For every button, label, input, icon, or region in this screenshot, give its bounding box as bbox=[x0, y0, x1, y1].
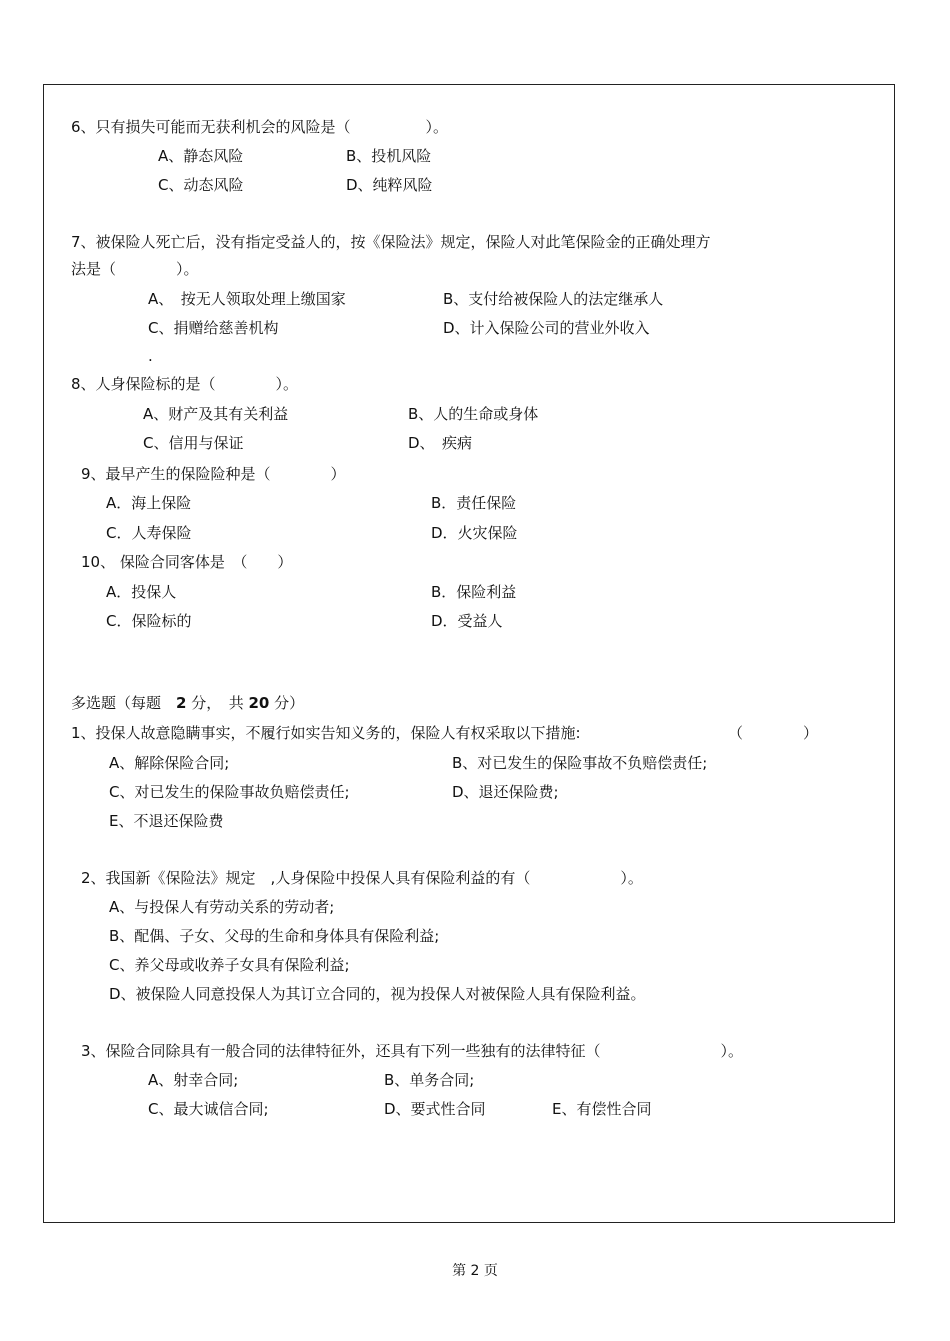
page-number: 第 2 页 bbox=[452, 1263, 498, 1279]
heading-prefix: 多选题（每题 bbox=[71, 694, 177, 712]
multi-question-3-option-e: E、有偿性合同 bbox=[552, 1100, 652, 1118]
question-7-stem-line-2: 法是（ ）。 bbox=[71, 260, 199, 278]
question-9-option-a: A．海上保险 bbox=[106, 494, 192, 512]
stray-dot: . bbox=[148, 347, 153, 365]
multi-question-3-option-a: A、射幸合同; bbox=[148, 1071, 239, 1089]
question-7-option-a: A、 按无人领取处理上缴国家 bbox=[148, 290, 346, 308]
question-9-option-d: D．火灾保险 bbox=[431, 524, 518, 542]
multi-question-3-option-d: D、要式性合同 bbox=[384, 1100, 486, 1118]
heading-middle: 分， 共 bbox=[186, 694, 249, 712]
question-7-option-d: D、计入保险公司的营业外收入 bbox=[443, 319, 650, 337]
heading-suffix: 分） bbox=[269, 694, 305, 712]
multi-question-1-option-d: D、退还保险费; bbox=[452, 783, 559, 801]
multi-question-3-option-c: C、最大诚信合同; bbox=[148, 1100, 269, 1118]
question-9-stem: 9、最早产生的保险险种是（ ） bbox=[81, 465, 346, 483]
points-per-question: 2 bbox=[176, 694, 187, 712]
question-6-option-a: A、静态风险 bbox=[158, 147, 244, 165]
question-10-option-b: B．保险利益 bbox=[431, 583, 517, 601]
question-8-option-c: C、信用与保证 bbox=[143, 434, 244, 452]
multi-question-2-option-a: A、与投保人有劳动关系的劳动者; bbox=[109, 898, 335, 916]
question-6-option-b: B、投机风险 bbox=[346, 147, 432, 165]
multi-question-1-option-a: A、解除保险合同; bbox=[109, 754, 230, 772]
question-7-option-b: B、支付给被保险人的法定继承人 bbox=[443, 290, 664, 308]
question-8-option-b: B、人的生命或身体 bbox=[408, 405, 539, 423]
question-10-stem: 10、 保险合同客体是 （ ） bbox=[81, 553, 293, 571]
question-8-option-d: D、 疾病 bbox=[408, 434, 473, 452]
question-6-stem: 6、只有损失可能而无获利机会的风险是（ ）。 bbox=[71, 118, 449, 136]
question-6-option-d: D、纯粹风险 bbox=[346, 176, 433, 194]
multi-question-3-stem: 3、保险合同除具有一般合同的法律特征外，还具有下列一些独有的法律特征（ ）。 bbox=[81, 1042, 744, 1060]
question-9-option-b: B．责任保险 bbox=[431, 494, 517, 512]
question-7-option-c: C、捐赠给慈善机构 bbox=[148, 319, 279, 337]
multi-question-3-option-b: B、单务合同; bbox=[384, 1071, 475, 1089]
multi-question-1-stem: 1、投保人故意隐瞒事实，不履行如实告知义务的，保险人有权采取以下措施: bbox=[71, 724, 581, 742]
multi-question-1-answer-blank: （ ） bbox=[728, 724, 819, 742]
multi-question-1-option-b: B、对已发生的保险事故不负赔偿责任; bbox=[452, 754, 708, 772]
multi-question-2-option-b: B、配偶、子女、父母的生命和身体具有保险利益; bbox=[109, 927, 440, 945]
question-7-stem-line-1: 7、被保险人死亡后，没有指定受益人的，按《保险法》规定，保险人对此笔保险金的正确处理方 bbox=[71, 233, 711, 251]
question-10-option-c: C．保险标的 bbox=[106, 612, 192, 630]
question-6-option-c: C、动态风险 bbox=[158, 176, 244, 194]
total-points: 20 bbox=[248, 694, 270, 712]
multi-question-2-option-c: C、养父母或收养子女具有保险利益; bbox=[109, 956, 350, 974]
multi-question-1-option-c: C、对已发生的保险事故负赔偿责任; bbox=[109, 783, 350, 801]
question-8-option-a: A、财产及其有关利益 bbox=[143, 405, 289, 423]
section-heading-multiple-choice bbox=[71, 693, 304, 713]
multi-question-2-option-d: D、被保险人同意投保人为其订立合同的，视为投保人对被保险人具有保险利益。 bbox=[109, 985, 646, 1003]
multi-question-1-option-e: E、不退还保险费 bbox=[109, 812, 224, 830]
question-10-option-a: A．投保人 bbox=[106, 583, 177, 601]
question-8-stem: 8、人身保险标的是（ ）。 bbox=[71, 375, 299, 393]
question-9-option-c: C．人寿保险 bbox=[106, 524, 192, 542]
question-10-option-d: D．受益人 bbox=[431, 612, 503, 630]
multi-question-2-stem: 2、我国新《保险法》规定 ,人身保险中投保人具有保险利益的有（ ）。 bbox=[81, 869, 643, 887]
